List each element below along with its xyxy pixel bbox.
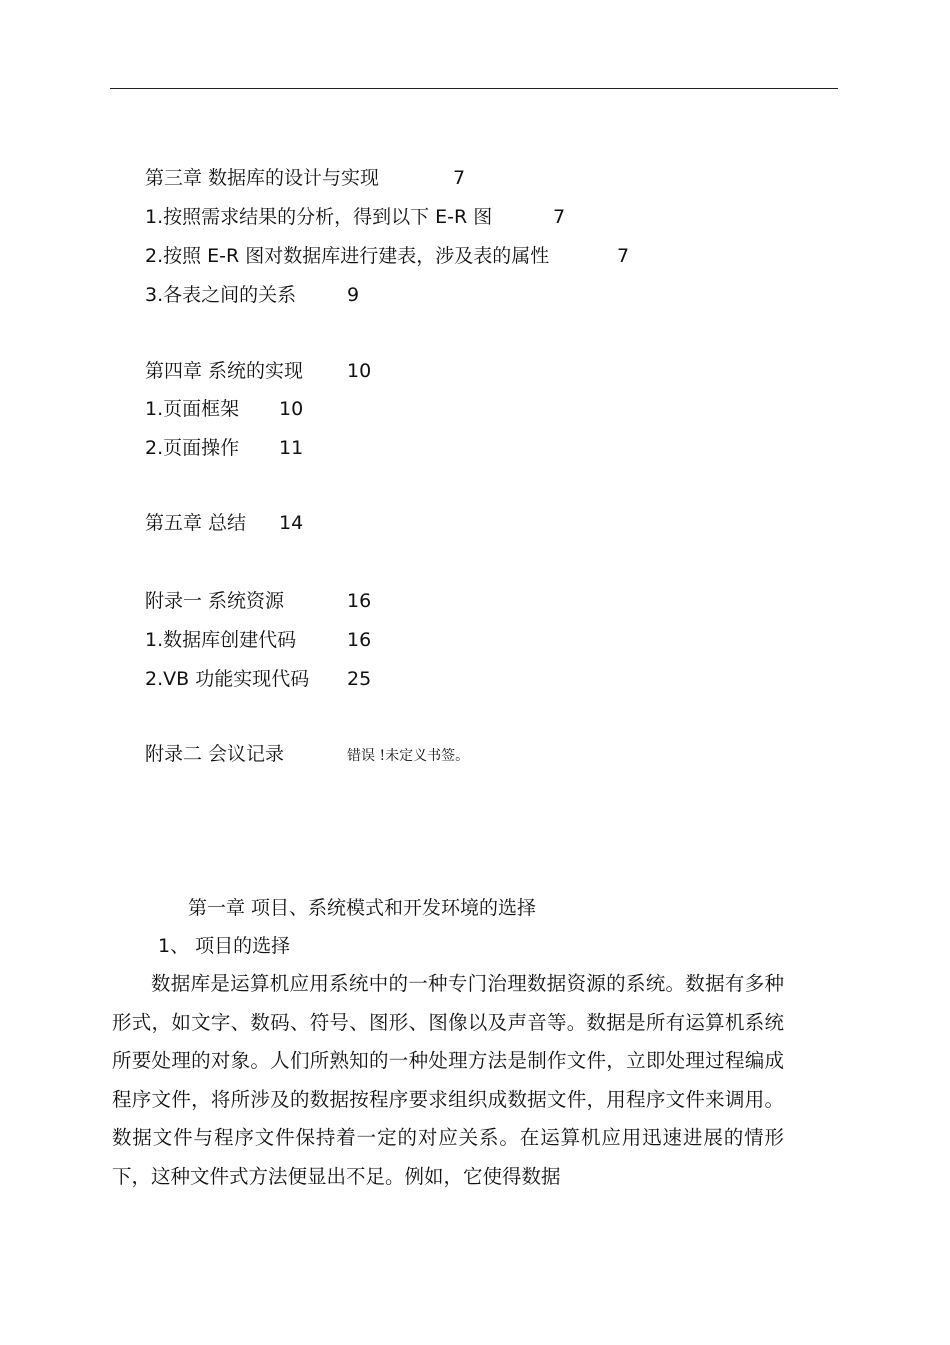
toc-entry-3-1[interactable]: [145, 205, 565, 229]
toc-entry-page: 10: [279, 398, 304, 420]
toc-entry-4-1[interactable]: [145, 397, 303, 421]
toc-entry-4-2[interactable]: [145, 436, 303, 460]
toc-entry-appendix-1[interactable]: [145, 589, 371, 613]
toc-entry-label: 第三章 数据库的设计与实现: [145, 167, 380, 189]
toc-entry-label: 2.VB 功能实现代码: [145, 668, 310, 690]
section-heading: 1、 项目的选择: [158, 935, 291, 957]
toc-entry-label: 第四章 系统的实现: [145, 360, 304, 382]
toc-entry-appendix-1-2[interactable]: [145, 667, 371, 691]
toc-entry-label: 2.页面操作: [145, 437, 240, 459]
toc-entry-chapter-3[interactable]: [145, 166, 465, 190]
toc-entry-label: 1.按照需求结果的分析，得到以下 E-R 图: [145, 206, 493, 228]
body-paragraph: 数据库是运算机应用系统中的一种专门治理数据资源的系统。数据有多种形式，如文字、数码、符号、图形、图像以及声音等。数据是所有运算机系统所要处理的对象。人们所熟知的一种处理方法是制作文件，立即处理过程编成程序文件，将所涉及的数据按程序要求组织成数据文件，用程序文件来调用。数据文件与程序文件保持着一定的对应关系。在运算机应用迅速进展的情形下，这种文件式方法便显出不足。例如，它使得数据: [112, 972, 784, 1188]
toc-entry-page: 7: [617, 245, 630, 267]
toc-entry-page: 16: [347, 629, 372, 651]
header-rule: [110, 88, 838, 89]
toc-entry-appendix-2[interactable]: [145, 742, 469, 768]
toc-entry-3-2[interactable]: [145, 244, 629, 268]
toc-entry-label: 附录一 系统资源: [145, 590, 285, 612]
toc-entry-label: 2.按照 E-R 图对数据库进行建表，涉及表的属性: [145, 245, 550, 267]
toc-entry-error-text: 错误 !未定义书签。: [347, 748, 470, 764]
toc-entry-chapter-5[interactable]: [145, 511, 303, 535]
toc-entry-label: 3.各表之间的关系: [145, 284, 297, 306]
toc-entry-page: 7: [553, 206, 566, 228]
toc-entry-page: 7: [453, 167, 466, 189]
toc-entry-page: 25: [347, 668, 372, 690]
toc-entry-page: 14: [279, 512, 304, 534]
toc-entry-label: 第五章 总结: [145, 512, 247, 534]
toc-entry-page: 11: [279, 437, 304, 459]
toc-entry-page: 16: [347, 590, 372, 612]
toc-entry-label: 1.页面框架: [145, 398, 240, 420]
toc-entry-chapter-4[interactable]: [145, 359, 371, 383]
toc-entry-page: 9: [347, 284, 360, 306]
toc-entry-appendix-1-1[interactable]: [145, 628, 371, 652]
chapter-heading: 第一章 项目、系统模式和开发环境的选择: [188, 897, 537, 919]
toc-entry-label: 1.数据库创建代码: [145, 629, 297, 651]
toc-entry-3-3[interactable]: [145, 283, 359, 307]
toc-entry-page: 10: [347, 360, 372, 382]
toc-entry-label: 附录二 会议记录: [145, 743, 285, 765]
